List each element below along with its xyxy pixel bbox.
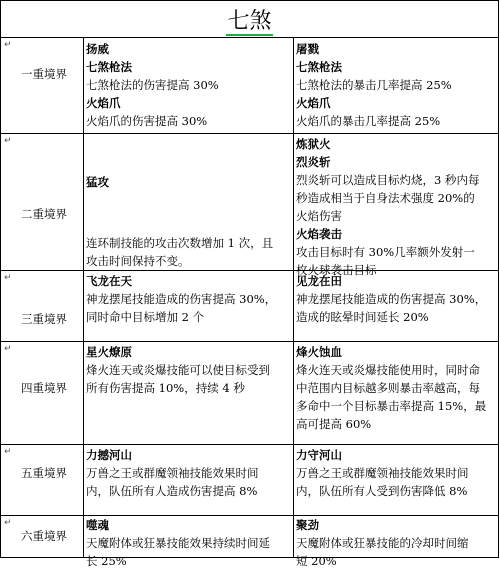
table-row: [0, 516, 499, 568]
realm-cell: [1, 445, 84, 515]
skill-description: 七煞枪法的暴击几率提高 25%: [296, 78, 452, 92]
left-skill-cell: [83, 271, 294, 341]
skill-name: 聚劲: [296, 518, 319, 532]
skill-description: 短 20%: [296, 554, 337, 568]
skill-description: 七煞枪法的伤害提高 30%: [86, 78, 219, 92]
skill-name: 火焰袭击: [296, 227, 342, 241]
realm-label: 一重境界: [21, 67, 67, 81]
skill-description: 攻击目标时有 30%几率额外发射一: [296, 245, 475, 259]
skill-description: 天魔附体或狂暴技能的冷却时间缩: [296, 536, 469, 550]
skill-description: 天魔附体或狂暴技能效果持续时间延: [86, 536, 270, 550]
skill-description: 烽火连天或炎爆技能使用时，同时命: [296, 363, 480, 377]
paragraph-mark-icon: ↵: [4, 273, 12, 283]
skill-name: 屠戮: [296, 42, 319, 56]
realm-label: 三重境界: [21, 312, 67, 326]
skill-description: 火焰伤害: [296, 209, 342, 223]
skill-description: 所有伤害提高 10%，持续 4 秒: [86, 381, 245, 395]
skill-description: 内，队伍所有人受到伤害降低 8%: [296, 484, 468, 498]
left-skill-cell: [83, 516, 294, 568]
skill-description: 万兽之王或群魔领袖技能效果时间: [296, 466, 469, 480]
skill-name: 火焰爪: [296, 96, 331, 110]
skill-description: 长 25%: [86, 554, 127, 568]
skill-description: 烽火连天或炎爆技能可以使目标受到: [86, 363, 270, 377]
skill-description: 秒造成相当于自身法术强度 20%的: [296, 191, 475, 205]
skill-description: 枚火球袭击目标: [296, 263, 377, 277]
skill-name: 炼狱火: [296, 137, 331, 151]
left-skill-cell: [83, 445, 294, 515]
right-skill-cell: [293, 342, 498, 444]
right-skill-cell: [293, 271, 498, 341]
skill-name: 扬威: [86, 42, 109, 56]
paragraph-mark-icon: ↵: [4, 344, 12, 354]
skill-description: 造成的眩晕时间延长 20%: [296, 310, 429, 324]
skill-name: 飞龙在天: [86, 274, 132, 288]
skill-description: 高可提高 60%: [296, 417, 372, 431]
skill-name: 见龙在田: [296, 274, 342, 288]
paragraph-mark-icon: ↵: [4, 447, 12, 457]
skill-description: 同时命中目标增加 2 个: [86, 310, 205, 324]
skill-description: 火焰爪的暴击几率提高 25%: [296, 114, 441, 128]
table-row: [0, 271, 499, 342]
skill-description: 神龙摆尾技能造成的伤害提高 30%，: [296, 292, 487, 306]
realm-cell: [1, 516, 84, 557]
skill-description: 神龙摆尾技能造成的伤害提高 30%，: [86, 292, 277, 306]
left-skill-cell: [83, 38, 294, 133]
skill-description: 内，队伍所有人造成伤害提高 8%: [86, 484, 258, 498]
left-skill-cell: [83, 134, 294, 270]
skill-name: 力守河山: [296, 448, 342, 462]
paragraph-mark-icon: ↵: [4, 40, 12, 50]
table-row: [0, 342, 499, 445]
realm-cell: [1, 271, 84, 341]
skill-name: 七煞枪法: [86, 60, 132, 74]
realm-label: 四重境界: [21, 381, 67, 395]
skill-name: 火焰爪: [86, 96, 121, 110]
skill-name: 猛攻: [86, 175, 109, 189]
skill-description: 火焰爪的伤害提高 30%: [86, 114, 208, 128]
table-row: [0, 38, 499, 134]
skill-name: 星火燎原: [86, 345, 132, 359]
skill-name: 烈炎斩: [296, 155, 331, 169]
skill-name: 七煞枪法: [296, 60, 342, 74]
skill-description: 多命中一个目标暴击率提高 15%，最: [296, 399, 487, 413]
paragraph-mark-icon: ↵: [4, 518, 12, 528]
realm-label: 五重境界: [21, 466, 67, 480]
skill-name: 烽火蚀血: [296, 345, 342, 359]
realm-cell: [1, 342, 84, 444]
left-skill-cell: [83, 342, 294, 444]
right-skill-cell: [293, 445, 498, 515]
skill-description: 万兽之王或群魔领袖技能效果时间: [86, 466, 259, 480]
realm-label: 二重境界: [21, 207, 67, 221]
table-row: [0, 134, 499, 277]
realm-cell: [1, 38, 84, 133]
right-skill-cell: [293, 516, 498, 568]
page-title: 七煞: [227, 9, 272, 34]
skill-description: 烈炎斩可以造成目标灼烧，3 秒内每: [296, 173, 480, 187]
skill-name: 噬魂: [86, 518, 109, 532]
table-row: [0, 445, 499, 516]
realm-cell: [1, 134, 84, 270]
right-skill-cell: [293, 38, 498, 133]
skill-name: 力撼河山: [86, 448, 132, 462]
skill-description: 攻击时间保持不变。: [86, 254, 190, 268]
right-skill-cell: [293, 134, 498, 277]
skill-description: 中范围内目标越多则暴击率越高，每: [296, 381, 480, 395]
skill-description: 连环制技能的攻击次数增加 1 次，且: [86, 236, 274, 250]
realm-label: 六重境界: [21, 529, 67, 543]
paragraph-mark-icon: ↵: [4, 136, 12, 146]
title-row: [0, 0, 499, 38]
